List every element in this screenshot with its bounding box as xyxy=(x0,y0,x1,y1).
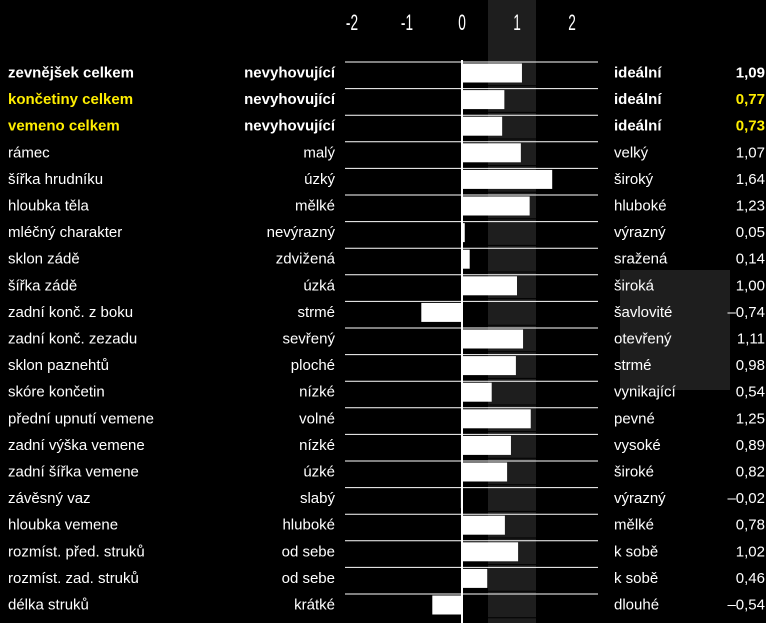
low-pole-label: mělké xyxy=(294,197,335,215)
value-label: 0,54 xyxy=(735,383,765,401)
trait-label: zadní konč. zezadu xyxy=(8,330,138,348)
low-pole-label: nízké xyxy=(299,436,335,454)
trait-row xyxy=(8,89,765,113)
low-pole-label: nevyhovující xyxy=(244,64,335,82)
low-pole-label: ploché xyxy=(290,357,335,375)
value-bar xyxy=(462,436,511,455)
trait-rows xyxy=(8,62,765,618)
high-pole-label: široký xyxy=(614,170,654,188)
value-label: 1,23 xyxy=(735,197,765,215)
high-pole-label: dlouhé xyxy=(614,596,660,614)
low-pole-label: nevyhovující xyxy=(244,117,335,135)
trait-label: hloubka těla xyxy=(8,197,89,215)
trait-label: rozmíst. před. struků xyxy=(8,543,145,561)
value-bar xyxy=(421,303,462,322)
trait-row xyxy=(8,222,765,246)
high-pole-label: široká xyxy=(614,277,655,295)
value-bar xyxy=(462,170,552,189)
value-label: 0,89 xyxy=(735,436,765,454)
value-label: 0,82 xyxy=(735,463,765,481)
value-label: 0,98 xyxy=(735,357,765,375)
value-bar xyxy=(462,356,516,375)
trait-row xyxy=(8,115,765,139)
value-bar xyxy=(462,463,507,482)
value-label: 1,25 xyxy=(735,410,765,428)
trait-label: vemeno celkem xyxy=(8,117,120,135)
value-bar xyxy=(462,516,505,535)
trait-label: závěsný vaz xyxy=(8,490,91,508)
value-bar xyxy=(462,330,523,349)
x-tick-label: 1 xyxy=(513,9,521,35)
low-pole-label: volné xyxy=(299,410,335,428)
value-bar xyxy=(462,90,504,109)
high-pole-label: ideální xyxy=(614,91,662,109)
trait-row xyxy=(8,248,765,272)
high-pole-label: velký xyxy=(614,144,649,162)
value-label: –0,02 xyxy=(727,490,765,508)
value-label: 0,77 xyxy=(735,91,765,109)
trait-label: šířka zádě xyxy=(8,277,78,295)
trait-label: mléčný charakter xyxy=(8,224,123,242)
value-label: 0,05 xyxy=(735,224,765,242)
trait-row xyxy=(8,195,765,219)
value-label: 0,73 xyxy=(735,117,765,135)
trait-label: rozmíst. zad. struků xyxy=(8,569,139,587)
value-bar xyxy=(462,197,530,216)
trait-row xyxy=(8,408,765,432)
trait-row xyxy=(8,434,765,458)
background-watermark xyxy=(488,0,730,623)
x-tick-labels xyxy=(346,9,576,34)
low-pole-label: nevýrazný xyxy=(266,224,335,242)
trait-label: sklon zádě xyxy=(8,250,80,268)
low-pole-label: úzká xyxy=(303,277,335,295)
high-pole-label: hluboké xyxy=(614,197,667,215)
low-pole-label: nízké xyxy=(299,383,335,401)
low-pole-label: od sebe xyxy=(281,543,335,561)
value-label: 1,64 xyxy=(735,170,765,188)
trait-label: zevnějšek celkem xyxy=(8,64,134,82)
high-pole-label: k sobě xyxy=(614,569,659,587)
value-bar xyxy=(462,250,470,269)
value-label: 1,09 xyxy=(735,64,765,82)
high-pole-label: otevřený xyxy=(614,330,672,348)
high-pole-label: šavlovité xyxy=(614,303,673,321)
high-pole-label: ideální xyxy=(614,64,662,82)
x-tick-label: -1 xyxy=(400,9,414,35)
low-pole-label: zdvižená xyxy=(275,250,335,268)
trait-label: rámec xyxy=(8,144,50,162)
high-pole-label: ideální xyxy=(614,117,662,135)
value-bar xyxy=(462,117,502,136)
low-pole-label: slabý xyxy=(299,490,335,508)
trait-label: délka struků xyxy=(8,596,89,614)
trait-row xyxy=(8,514,765,538)
low-pole-label: nevyhovující xyxy=(244,91,335,109)
trait-label: zadní konč. z boku xyxy=(8,303,134,321)
trait-row xyxy=(8,567,765,591)
trait-row xyxy=(8,461,765,485)
value-label: –0,54 xyxy=(727,596,765,614)
high-pole-label: strmé xyxy=(614,357,652,375)
high-pole-label: sražená xyxy=(614,250,668,268)
x-tick-label: 2 xyxy=(568,9,576,35)
high-pole-label: pevné xyxy=(614,410,655,428)
x-tick-label: -2 xyxy=(345,9,359,35)
value-bar xyxy=(462,276,517,295)
value-label: 1,11 xyxy=(736,330,765,348)
trait-label: skóre končetin xyxy=(8,383,105,401)
low-pole-label: úzké xyxy=(303,463,335,481)
high-pole-label: široké xyxy=(614,463,655,481)
low-pole-label: hluboké xyxy=(282,516,335,534)
trait-row xyxy=(8,381,765,405)
value-label: –0,74 xyxy=(727,303,765,321)
value-label: 0,14 xyxy=(735,250,765,268)
trait-row xyxy=(8,488,765,512)
low-pole-label: malý xyxy=(303,144,335,162)
high-pole-label: výrazný xyxy=(614,224,666,242)
value-label: 0,46 xyxy=(735,569,765,587)
value-bar xyxy=(462,542,518,561)
low-pole-label: krátké xyxy=(294,596,335,614)
trait-row xyxy=(8,168,765,192)
trait-label: šířka hrudníku xyxy=(8,170,104,188)
value-label: 1,02 xyxy=(735,543,765,561)
low-pole-label: úzký xyxy=(304,170,335,188)
trait-row xyxy=(8,594,765,618)
value-label: 1,00 xyxy=(735,277,765,295)
high-pole-label: vysoké xyxy=(614,436,661,454)
value-label: 0,78 xyxy=(735,516,765,534)
value-bar xyxy=(462,569,487,588)
low-pole-label: od sebe xyxy=(281,569,335,587)
trait-label: hloubka vemene xyxy=(8,516,119,534)
x-tick-label: 0 xyxy=(458,9,466,35)
trait-row xyxy=(8,142,765,166)
value-label: 1,07 xyxy=(735,144,765,162)
low-pole-label: sevřený xyxy=(282,330,335,348)
high-pole-label: k sobě xyxy=(614,543,659,561)
low-pole-label: strmé xyxy=(297,303,335,321)
high-pole-label: vynikající xyxy=(614,383,676,401)
trait-label: přední upnutí vemene xyxy=(8,410,154,428)
high-pole-label: výrazný xyxy=(614,490,666,508)
value-bar xyxy=(462,383,492,402)
trait-label: končetiny celkem xyxy=(8,91,134,109)
value-bar xyxy=(462,409,531,428)
value-bar xyxy=(462,143,521,162)
trait-row xyxy=(8,541,765,565)
value-bar xyxy=(432,596,462,615)
value-bar xyxy=(462,64,522,83)
trait-label: zadní šířka vemene xyxy=(8,463,139,481)
trait-label: sklon paznehtů xyxy=(8,357,109,375)
trait-row xyxy=(8,62,765,86)
trait-label: zadní výška vemene xyxy=(8,436,145,454)
high-pole-label: mělké xyxy=(614,516,655,534)
